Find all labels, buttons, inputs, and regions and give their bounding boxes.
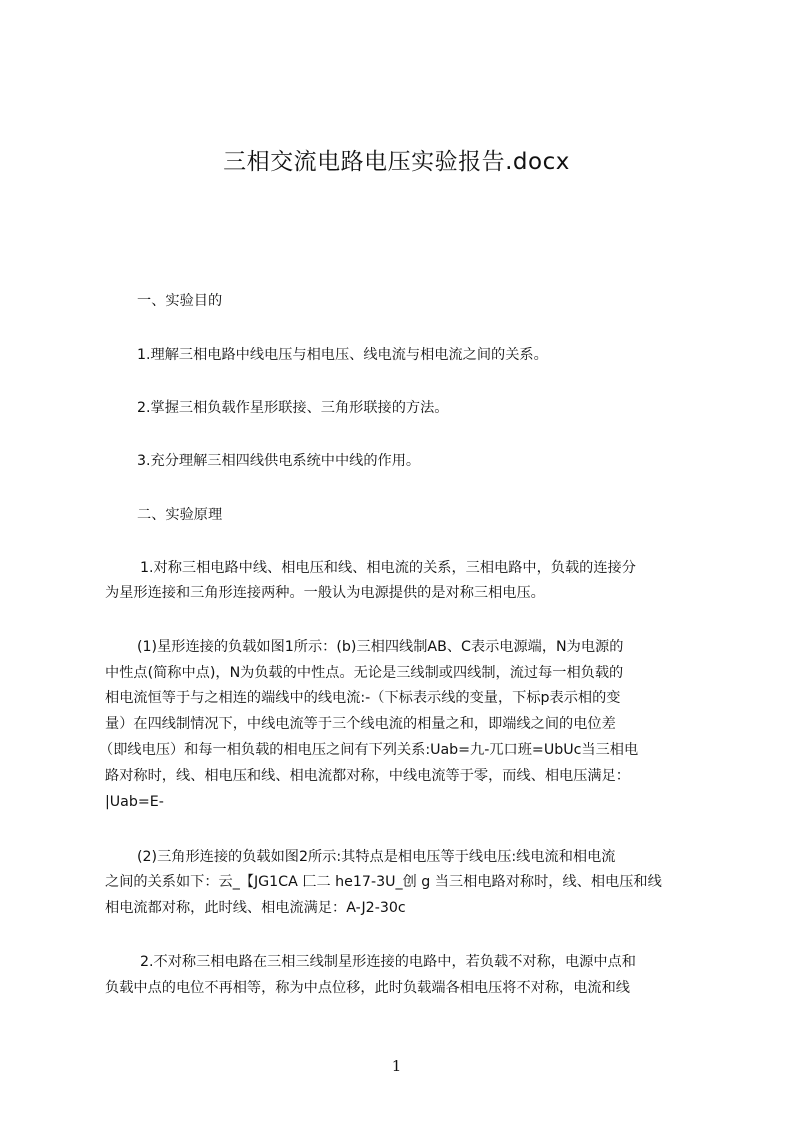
- paragraph-line: (1)星形连接的负载如图1所示：(b)三相四线制AB、C表示电源端，N为电源的: [137, 639, 624, 655]
- paragraph-line: 路对称时，线、相电压和线、相电流都对称，中线电流等于零，而线、相电压满足：: [105, 768, 630, 784]
- list-item: 1.理解三相电路中线电压与相电压、线电流与相电流之间的关系。: [137, 347, 548, 363]
- paragraph-line: （即线电压）和每一相负载的相电压之间有下列关系:Uab=九-兀口班=UbUc当三相电: [99, 742, 639, 758]
- paragraph-line: 1.对称三相电路中线、相电压和线、相电流的关系，三相电路中，负载的连接分: [140, 560, 636, 576]
- document-title: 三相交流电路电压实验报告.docx: [223, 149, 570, 175]
- paragraph-line: 2.不对称三相电路在三相三线制星形连接的电路中，若负载不对称，电源中点和: [140, 954, 636, 970]
- list-item: 2.掌握三相负载作星形联接、三角形联接的方法。: [137, 400, 449, 416]
- paragraph-line: 之间的关系如下：云_【JG1CA 匚二 he17-3U_创 g 当三相电路对称时，线、相电压和线: [105, 874, 662, 890]
- section-heading: 二、实验原理: [137, 507, 223, 523]
- paragraph-line: 为星形连接和三角形连接两种。一般认为电源提供的是对称三相电压。: [105, 585, 545, 601]
- page-number: 1: [391, 1057, 402, 1075]
- paragraph-line: 负载中点的电位不再相等，称为中点位移，此时负载端各相电压将不对称，电流和线: [105, 980, 630, 996]
- paragraph-line: 量）在四线制情况下，中线电流等于三个线电流的相量之和，即端线之间的电位差: [105, 716, 616, 732]
- paragraph-line: (2)三角形连接的负载如图2所示:其特点是相电压等于线电压:线电流和相电流: [137, 849, 616, 865]
- paragraph-line: 中性点(简称中点)，N为负载的中性点。无论是三线制或四线制，流过每一相负载的: [105, 665, 624, 681]
- paragraph-line: 相电流恒等于与之相连的端线中的线电流:-（下标表示线的变量，下标p表示相的变: [105, 690, 621, 706]
- list-item: 3.充分理解三相四线供电系统中中线的作用。: [137, 453, 421, 469]
- paragraph-line: 相电流都对称，此时线、相电流满足：A-J2-30c: [105, 900, 406, 916]
- paragraph-line: |Uab=E-: [105, 794, 164, 810]
- section-heading: 一、实验目的: [137, 293, 223, 309]
